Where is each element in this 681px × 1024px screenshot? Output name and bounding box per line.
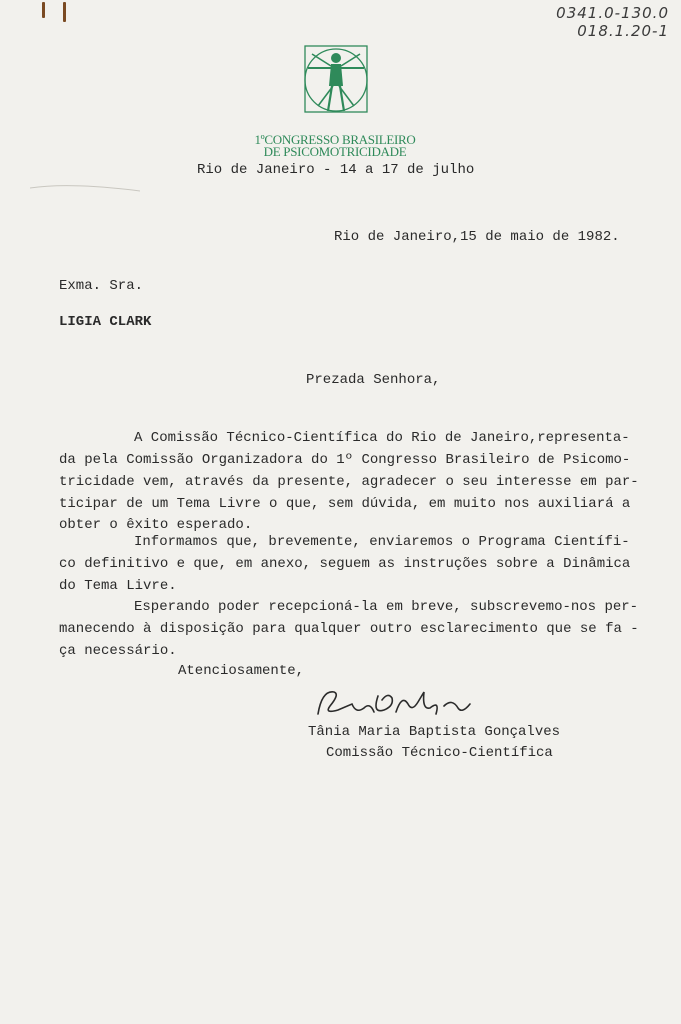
body-line: Informamos que, brevemente, enviaremos o Programa Científi- — [134, 534, 630, 550]
vitruvian-man-icon — [300, 42, 372, 118]
salutation: Prezada Senhora, — [306, 372, 441, 388]
recipient-name: LIGIA CLARK — [59, 314, 152, 330]
closing: Atenciosamente, — [178, 663, 305, 679]
event-location-dates: Rio de Janeiro - 14 a 17 de julho — [197, 162, 475, 178]
date-line: Rio de Janeiro,15 de maio de 1982. — [334, 229, 620, 245]
punch-mark — [42, 2, 45, 18]
body-line: co definitivo e que, em anexo, seguem as instruções sobre a Dinâmica — [59, 556, 631, 572]
body-line: manecendo à disposição para qualquer outro esclarecimento que se fa - — [59, 621, 639, 637]
body-line: ça necessário. — [59, 643, 177, 659]
recipient-title: Exma. Sra. — [59, 278, 144, 294]
archive-code: 0341.0-130.0 — [556, 4, 669, 22]
body-line: A Comissão Técnico-Científica do Rio de Janeiro,representa- — [134, 430, 630, 446]
body-line: tricidade vem, através da presente, agradecer o seu interesse em par- — [59, 474, 639, 490]
body-line: obter o êxito esperado. — [59, 517, 253, 533]
signatory-role: Comissão Técnico-Científica — [326, 745, 553, 761]
body-line: do Tema Livre. — [59, 578, 177, 594]
body-line: da pela Comissão Organizadora do 1º Congresso Brasileiro de Psicomo- — [59, 452, 631, 468]
body-line: Esperando poder recepcioná-la em breve, subscrevemo-nos per- — [134, 599, 639, 615]
letterhead-subtitle: DE PSICOMOTRICIDADE — [263, 144, 407, 159]
punch-mark — [63, 2, 66, 22]
archive-code: 018.1.20-1 — [577, 22, 669, 40]
body-line: ticipar de um Tema Livre o que, sem dúvida, em muito nos auxiliará a — [59, 496, 631, 512]
paper-fold-mark — [30, 182, 140, 192]
letterhead-title: 1ºCONGRESSO BRASILEIRO — [254, 132, 416, 147]
signatory-name: Tânia Maria Baptista Gonçalves — [308, 724, 561, 740]
